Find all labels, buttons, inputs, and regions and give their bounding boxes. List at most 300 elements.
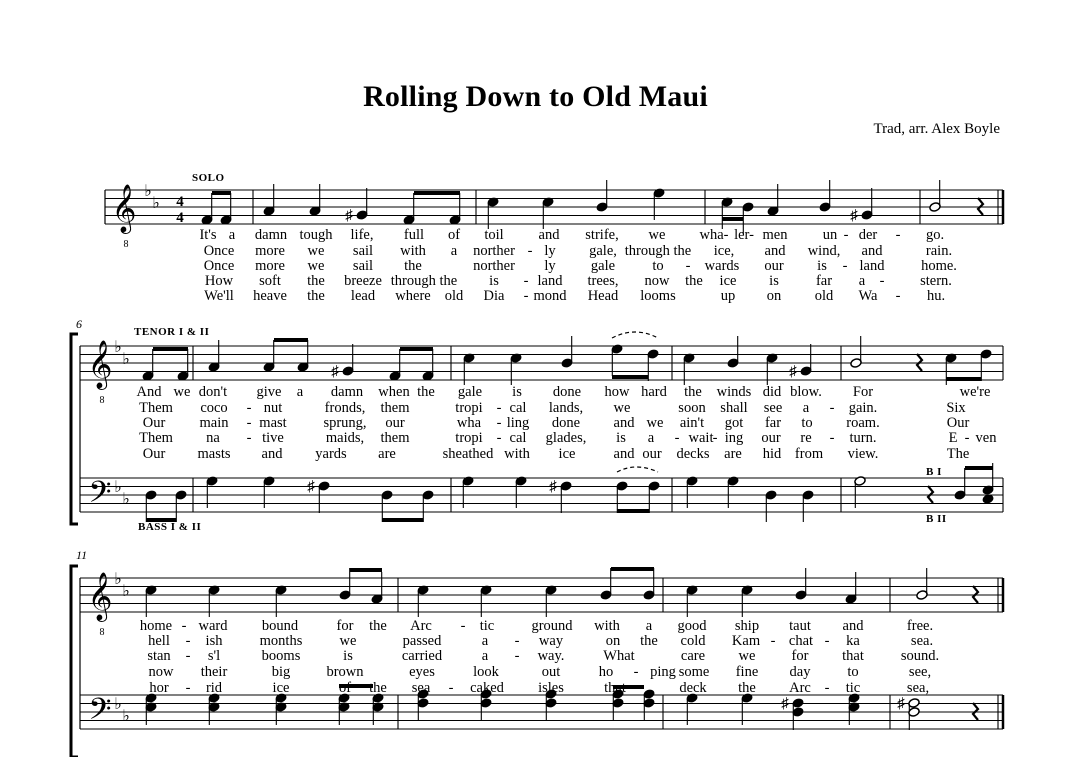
lyric-syllable: gain. (848, 400, 878, 416)
lyric-syllable: rid (205, 680, 223, 696)
octave-8-marker: 8 (99, 395, 105, 406)
lyric-syllable: lands, (548, 400, 584, 416)
lyric-syllable: - (496, 400, 502, 416)
lyric-syllable: lead (350, 288, 376, 304)
flat-icon: ♭ (114, 571, 122, 588)
lyric-syllable: Kam (731, 633, 761, 649)
octave-8-marker: 8 (99, 627, 105, 638)
lyric-syllable: Once (203, 243, 235, 259)
lyric-syllable: with (504, 446, 530, 462)
lyric-syllable: tic (845, 680, 861, 696)
lyric-syllable: - (674, 430, 680, 446)
lyric-syllable: - (185, 633, 191, 649)
flat-icon: ♭ (152, 195, 160, 212)
lyric-syllable: chat (788, 633, 814, 649)
flat-icon: ♭ (122, 351, 130, 368)
lyric-syllable: sail (352, 258, 374, 274)
lyric-syllable: brown (326, 664, 364, 680)
lyric-syllable: old (444, 288, 464, 304)
lyric-syllable: tropi (455, 400, 483, 416)
lyric-syllable: the (369, 680, 387, 696)
lyric-syllable: - (185, 680, 191, 696)
lyric-syllable: we (307, 243, 325, 259)
lyric-syllable: months (259, 633, 303, 649)
lyric-syllable: rain. (925, 243, 953, 259)
lyric-syllable: - (527, 243, 533, 259)
lyric-syllable: blow. (790, 384, 822, 400)
lyric-syllable: yards (315, 446, 347, 462)
lyric-syllable: to (801, 415, 813, 431)
sharp-icon: ♯ (850, 208, 858, 224)
lyric-syllable: Head (587, 288, 619, 304)
lyric-syllable: wait (688, 430, 714, 446)
lyric-syllable: fine (735, 664, 759, 680)
lyric-syllable: damn (254, 227, 288, 243)
lyric-syllable: wha (456, 415, 482, 431)
lyric-syllable: - (824, 680, 830, 696)
lyric-syllable: tropi (455, 430, 483, 446)
lyric-syllable: through the (390, 273, 458, 289)
lyric-syllable: to (652, 258, 664, 274)
lyric-syllable: - (842, 258, 848, 274)
sharp-icon: ♯ (345, 208, 353, 224)
lyric-syllable: ice, (713, 243, 735, 259)
lyric-syllable: - (895, 288, 901, 304)
lyric-syllable: tic (479, 618, 495, 634)
lyric-syllable: ping (650, 664, 676, 680)
lyric-syllable: - (514, 633, 520, 649)
lyric-syllable: go. (925, 227, 945, 243)
lyric-syllable: view. (847, 446, 879, 462)
lyric-syllable: - (964, 430, 970, 446)
lyric-syllable: got (724, 415, 744, 431)
lyric-syllable: bound (261, 618, 299, 634)
lyric-syllable: - (496, 430, 502, 446)
lyric-syllable: gale (590, 258, 616, 274)
lyric-syllable: sea. (910, 633, 934, 649)
lyric-syllable: taut (789, 618, 811, 634)
lyric-syllable: don't (198, 384, 228, 400)
lyric-syllable: ship (734, 618, 760, 634)
lyric-syllable: a (481, 648, 489, 664)
lyric-syllable: - (181, 618, 187, 634)
lyric-syllable: ground (531, 618, 573, 634)
lyric-syllable: - (829, 430, 835, 446)
lyric-syllable: ven (975, 430, 997, 446)
lyric-syllable: them (380, 430, 410, 446)
slur (617, 467, 658, 472)
sharp-icon: ♯ (549, 479, 557, 495)
treble-clef-icon: 𝄞 (87, 574, 113, 620)
flat-icon: ♭ (114, 339, 122, 356)
lyric-syllable: that (842, 648, 864, 664)
lyric-syllable: is (817, 258, 827, 274)
lyric-syllable: the (640, 633, 658, 649)
lyric-syllable: ho (598, 664, 614, 680)
lyric-syllable: we (613, 400, 631, 416)
lyric-syllable: - (770, 633, 776, 649)
lyric-syllable: are (724, 446, 742, 462)
lyric-syllable: ing (724, 430, 744, 446)
lyric-syllable: sheathed (442, 446, 494, 462)
lyric-syllable: - (460, 618, 466, 634)
lyric-syllable: done (551, 415, 581, 431)
sharp-icon: ♯ (897, 696, 905, 712)
lyric-syllable: gale (457, 384, 483, 400)
lyric-syllable: we (648, 227, 666, 243)
lyric-syllable: the (684, 384, 702, 400)
bass-2-label: B II (926, 513, 947, 525)
lyric-syllable: a (481, 633, 489, 649)
lyric-syllable: deck (679, 680, 707, 696)
lyric-syllable: home (139, 618, 173, 634)
lyric-syllable: way (538, 633, 564, 649)
lyric-syllable: the (369, 618, 387, 634)
system-bracket (71, 334, 78, 524)
lyric-syllable: - (712, 430, 718, 446)
flat-icon: ♭ (114, 479, 122, 496)
lyric-syllable: our (761, 430, 781, 446)
composer-credit: Trad, arr. Alex Boyle (873, 121, 1000, 137)
lyric-syllable: ward (198, 618, 228, 634)
treble-clef-icon: 𝄞 (87, 342, 113, 388)
lyric-syllable: more (255, 243, 285, 259)
solo-part-label: SOLO (192, 172, 225, 184)
lyric-syllable: where (395, 288, 431, 304)
octave-8-marker: 8 (123, 239, 129, 250)
lyric-syllable: stern. (920, 273, 952, 289)
tenor-part-label: TENOR I & II (134, 326, 210, 338)
lyric-syllable: sea (411, 680, 431, 696)
bass-1-label: B I (926, 466, 942, 478)
lyric-syllable: and (861, 243, 883, 259)
lyric-syllable: norther (473, 258, 515, 274)
flat-icon: ♭ (122, 583, 130, 600)
lyric-syllable: cal (509, 400, 527, 416)
lyric-syllable: is (616, 430, 626, 446)
lyric-syllable: our (764, 258, 784, 274)
lyric-syllable: wards (704, 258, 740, 274)
lyric-syllable: sea, (906, 680, 930, 696)
lyric-syllable: Arc (410, 618, 432, 634)
lyric-syllable: ice (558, 446, 576, 462)
lyric-syllable: free. (906, 618, 934, 634)
lyric-syllable: roam. (846, 415, 880, 431)
lyric-syllable: far (764, 415, 782, 431)
lyric-syllable: with (400, 243, 426, 259)
lyric-syllable: main (199, 415, 229, 431)
lyric-syllable: tive (262, 430, 284, 446)
lyric-syllable: Once (203, 258, 235, 274)
lyric-syllable: sprung, (323, 415, 367, 431)
lyric-syllable: - (829, 400, 835, 416)
lyric-syllable: For (852, 384, 874, 400)
sharp-icon: ♯ (307, 479, 315, 495)
lyric-syllable: when (378, 384, 410, 400)
sharp-icon: ♯ (789, 364, 797, 380)
lyric-syllable: booms (261, 648, 301, 664)
lyric-syllable: we (307, 258, 325, 274)
lyric-syllable: What (603, 648, 635, 664)
lyric-syllable: out (541, 664, 561, 680)
lyric-syllable: s'l (207, 648, 221, 664)
lyric-syllable: the (307, 273, 325, 289)
lyric-syllable: give (256, 384, 282, 400)
measure-number-11: 11 (76, 548, 88, 562)
lyric-syllable: a (450, 243, 458, 259)
lyric-syllable: full (403, 227, 425, 243)
lyric-syllable: How (204, 273, 234, 289)
lyric-syllable: Them (139, 430, 173, 446)
lyric-syllable: and (764, 243, 786, 259)
lyric-syllable: wha- (699, 227, 729, 243)
lyric-syllable: tough (299, 227, 333, 243)
bass-part-label: BASS I & II (138, 521, 202, 533)
lyric-syllable: old (814, 288, 834, 304)
slur (612, 332, 658, 338)
lyric-syllable: toil (484, 227, 504, 243)
lyric-syllable: a (802, 400, 810, 416)
lyric-syllable: - (246, 400, 252, 416)
lyric-syllable: Arc (789, 680, 811, 696)
lyric-syllable: big (271, 664, 291, 680)
lyric-syllable: our (642, 446, 662, 462)
bass-clef-icon: 𝄢 (88, 693, 112, 733)
lyric-syllable: some (678, 664, 710, 680)
lyric-syllable: for (336, 618, 354, 634)
lyric-syllable: - (685, 258, 691, 274)
lyric-syllable: far (815, 273, 833, 289)
lyric-syllable: maids, (325, 430, 365, 446)
lyric-syllable: E (948, 430, 958, 446)
lyric-syllable: a (645, 618, 653, 634)
lyric-syllable: ka (846, 633, 860, 649)
lyric-syllable: Them (139, 400, 173, 416)
measure-number-6: 6 (76, 317, 82, 331)
lyric-syllable: is (343, 648, 353, 664)
lyric-syllable: on (766, 288, 782, 304)
lyric-syllable: Six (946, 400, 966, 416)
lyric-syllable: caked (470, 680, 504, 696)
lyric-syllable: hard (641, 384, 667, 400)
system-bracket (71, 566, 78, 757)
lyric-syllable: the (307, 288, 325, 304)
lyric-syllable: and (613, 446, 635, 462)
lyric-syllable: now (644, 273, 670, 289)
lyric-syllable: Dia (483, 288, 505, 304)
lyric-syllable: hu. (926, 288, 946, 304)
lyric-syllable: and (538, 227, 560, 243)
lyric-syllable: ice (719, 273, 737, 289)
lyric-syllable: sound. (900, 648, 940, 664)
lyric-syllable: stan (147, 648, 171, 664)
lyric-syllable: home. (921, 258, 957, 274)
lyric-syllable: damn (330, 384, 364, 400)
lyric-syllable: ling (506, 415, 530, 431)
lyric-syllable: the (404, 258, 422, 274)
lyric-syllable: life, (350, 227, 374, 243)
lyric-syllable: na (206, 430, 220, 446)
flat-icon: ♭ (144, 183, 152, 200)
lyric-syllable: - (246, 430, 252, 446)
lyric-syllable: a (228, 227, 236, 243)
lyric-syllable: men (762, 227, 788, 243)
lyric-syllable: norther (473, 243, 515, 259)
lyric-syllable: is (512, 384, 522, 400)
lyric-syllable: hid (762, 446, 782, 462)
lyric-syllable: Our (946, 415, 970, 431)
lyric-syllable: from (794, 446, 824, 462)
song-title: Rolling Down to Old Maui (363, 80, 708, 113)
lyric-syllable: ly (544, 243, 556, 259)
lyric-syllable: heave (253, 288, 287, 304)
lyric-syllable: - (895, 227, 901, 243)
flat-icon: ♭ (114, 696, 122, 713)
lyric-syllable: - (523, 288, 529, 304)
lyric-syllable: hor (149, 680, 169, 696)
lyric-syllable: It's (199, 227, 217, 243)
lyric-syllable: and (842, 618, 864, 634)
lyric-syllable: now (148, 664, 174, 680)
lyric-syllable: the (738, 680, 756, 696)
lyric-syllable: We'll (204, 288, 234, 304)
lyric-syllable: passed (402, 633, 442, 649)
lyric-syllable: cal (509, 430, 527, 446)
lyric-syllable: turn. (849, 430, 877, 446)
lyric-syllable: did (762, 384, 782, 400)
lyric-syllable: how (604, 384, 630, 400)
lyric-syllable: up (720, 288, 736, 304)
lyric-syllable: isles (538, 680, 564, 696)
lyric-syllable: is (769, 273, 779, 289)
lyric-syllable: we're (959, 384, 991, 400)
lyric-syllable: for (791, 648, 809, 664)
lyric-syllable: re (800, 430, 812, 446)
lyric-syllable: we (738, 648, 756, 664)
lyric-syllable: of (447, 227, 461, 243)
lyric-syllable: ly (544, 258, 556, 274)
lyric-syllable: trees, (587, 273, 619, 289)
lyric-syllable: is (489, 273, 499, 289)
lyric-syllable: gale, (589, 243, 617, 259)
lyric-syllable: soon (678, 400, 706, 416)
lyric-syllable: - (496, 415, 502, 431)
lyric-syllable: wind, (807, 243, 841, 259)
lyric-syllable: to (847, 664, 859, 680)
lyric-syllable: and (261, 446, 283, 462)
lyric-syllable: day (789, 664, 811, 680)
lyric-syllable: - (448, 680, 454, 696)
lyric-syllable: coco (200, 400, 228, 416)
lyric-syllable: And (136, 384, 162, 400)
lyric-syllable: care (680, 648, 706, 664)
lyric-syllable: we (173, 384, 191, 400)
lyric-syllable: sail (352, 243, 374, 259)
lyric-syllable: done (552, 384, 582, 400)
lyric-syllable: - (523, 273, 529, 289)
lyric-syllable: ish (205, 633, 223, 649)
lyric-syllable: through the (624, 243, 692, 259)
lyric-syllable: the (417, 384, 435, 400)
lyric-syllable: way. (537, 648, 565, 664)
lyric-syllable: of (338, 680, 352, 696)
lyric-syllable: glades, (545, 430, 587, 446)
lyric-syllable: see, (908, 664, 932, 680)
lyric-syllable: on (605, 633, 621, 649)
lyric-syllable: Wa (858, 288, 878, 304)
lyric-syllable: - (185, 648, 191, 664)
lyric-syllable: a (858, 273, 866, 289)
treble-clef-icon: 𝄞 (111, 186, 137, 232)
lyric-syllable: masts (197, 446, 231, 462)
lyric-syllable: and (613, 415, 635, 431)
lyric-syllable: nut (263, 400, 283, 416)
lyric-syllable: look (473, 664, 499, 680)
lyric-syllable: more (255, 258, 285, 274)
lyric-syllable: soft (259, 273, 281, 289)
lyric-syllable: their (200, 664, 228, 680)
lyric-syllable: with (594, 618, 620, 634)
lyric-syllable: we (339, 633, 357, 649)
lyric-syllable: eyes (409, 664, 435, 680)
lyric-syllable: ler- (734, 227, 754, 243)
lyric-syllable: der (858, 227, 878, 243)
lyric-syllable: - (879, 273, 885, 289)
lyric-syllable: land (859, 258, 885, 274)
lyric-syllable: decks (676, 446, 710, 462)
lyric-syllable: a (647, 430, 655, 446)
flat-icon: ♭ (122, 708, 130, 725)
lyric-syllable: ain't (679, 415, 705, 431)
lyric-syllable: - (514, 648, 520, 664)
lyric-syllable: we (646, 415, 664, 431)
lyric-syllable: strife, (585, 227, 619, 243)
lyric-syllable: - (246, 415, 252, 431)
lyric-syllable: shall (720, 400, 748, 416)
flat-icon: ♭ (122, 491, 130, 508)
lyric-syllable: looms (640, 288, 676, 304)
sharp-icon: ♯ (331, 364, 339, 380)
lyric-syllable: them (380, 400, 410, 416)
lyric-syllable: fronds, (324, 400, 366, 416)
lyric-syllable: land (537, 273, 563, 289)
lyric-syllable: that (604, 680, 626, 696)
lyric-syllable: ice (272, 680, 290, 696)
lyric-syllable: - (633, 664, 639, 680)
lyric-syllable: good (677, 618, 707, 634)
lyric-syllable: - (843, 227, 849, 243)
lyric-syllable: are (378, 446, 396, 462)
sharp-icon: ♯ (781, 696, 789, 712)
lyric-syllable: carried (401, 648, 443, 664)
lyric-syllable: a (296, 384, 304, 400)
bass-clef-icon: 𝄢 (88, 476, 112, 516)
lyric-syllable: - (824, 633, 830, 649)
lyric-syllable: breeze (344, 273, 382, 289)
lyric-syllable: cold (680, 633, 706, 649)
lyric-syllable: see (763, 400, 783, 416)
lyric-syllable: hell (148, 633, 170, 649)
lyric-syllable: winds (716, 384, 752, 400)
time-signature-bottom: 4 (176, 210, 184, 226)
lyric-syllable: Our (142, 446, 166, 462)
lyric-syllable: The (946, 446, 970, 462)
lyric-syllable: un (822, 227, 838, 243)
lyric-syllable: our (385, 415, 405, 431)
time-signature-top: 4 (176, 194, 184, 210)
lyric-syllable: the (685, 273, 703, 289)
lyric-syllable: mond (533, 288, 567, 304)
